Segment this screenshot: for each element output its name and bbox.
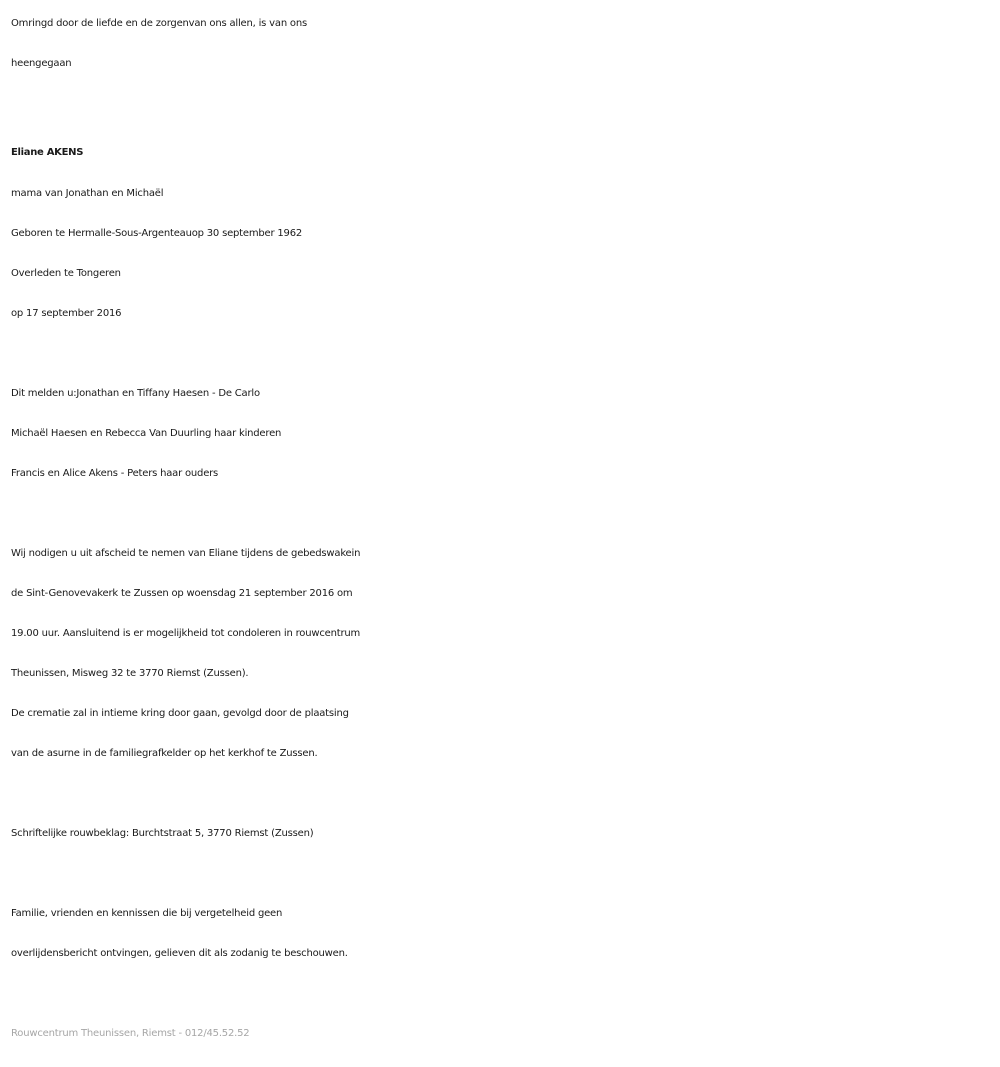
announcer-line: Dit melden u:Jonathan en Tiffany Haesen - De Carlo <box>11 388 260 399</box>
invitation-line: de Sint-Genovevakerk te Zussen op woensdag 21 september 2016 om <box>11 588 353 599</box>
spacer <box>11 84 996 132</box>
detail-line: Overleden te Tongeren <box>11 268 121 279</box>
invitation-line: Wij nodigen u uit afscheid te nemen van Eliane tijdens de gebedswakein <box>11 548 361 559</box>
spacer <box>11 974 996 1014</box>
invitation-line: De crematie zal in intieme kring door gaan, gevolgd door de plaatsing <box>11 708 349 719</box>
spacer <box>11 494 996 534</box>
funeral-home-footer: Rouwcentrum Theunissen, Riemst - 012/45.52.52 <box>11 1028 250 1039</box>
intro-line-2: heengegaan <box>11 58 72 69</box>
invitation-line: van de asurne in de familiegrafkelder op het kerkhof te Zussen. <box>11 748 318 759</box>
spacer <box>11 334 996 374</box>
invitation-line: Theunissen, Misweg 32 te 3770 Riemst (Zussen). <box>11 668 249 679</box>
notice-line: overlijdensbericht ontvingen, gelieven dit als zodanig te beschouwen. <box>11 948 348 959</box>
detail-line: op 17 september 2016 <box>11 308 122 319</box>
notice-line: Familie, vrienden en kennissen die bij vergetelheid geen <box>11 908 283 919</box>
detail-line: mama van Jonathan en Michaël <box>11 188 164 199</box>
deceased-name: Eliane AKENS <box>11 147 84 158</box>
intro-line-1: Omringd door de liefde en de zorgenvan ons allen, is van ons <box>11 18 307 29</box>
spacer <box>11 774 996 814</box>
spacer <box>11 854 996 894</box>
announcer-line: Francis en Alice Akens - Peters haar ouders <box>11 468 219 479</box>
obituary-notice <box>11 4 996 1054</box>
invitation-line: 19.00 uur. Aansluitend is er mogelijkheid tot condoleren in rouwcentrum <box>11 628 361 639</box>
announcer-line: Michaël Haesen en Rebecca Van Duurling haar kinderen <box>11 428 282 439</box>
detail-line: Geboren te Hermalle-Sous-Argenteauop 30 september 1962 <box>11 228 303 239</box>
condolence-address: Schriftelijke rouwbeklag: Burchtstraat 5, 3770 Riemst (Zussen) <box>11 828 314 839</box>
